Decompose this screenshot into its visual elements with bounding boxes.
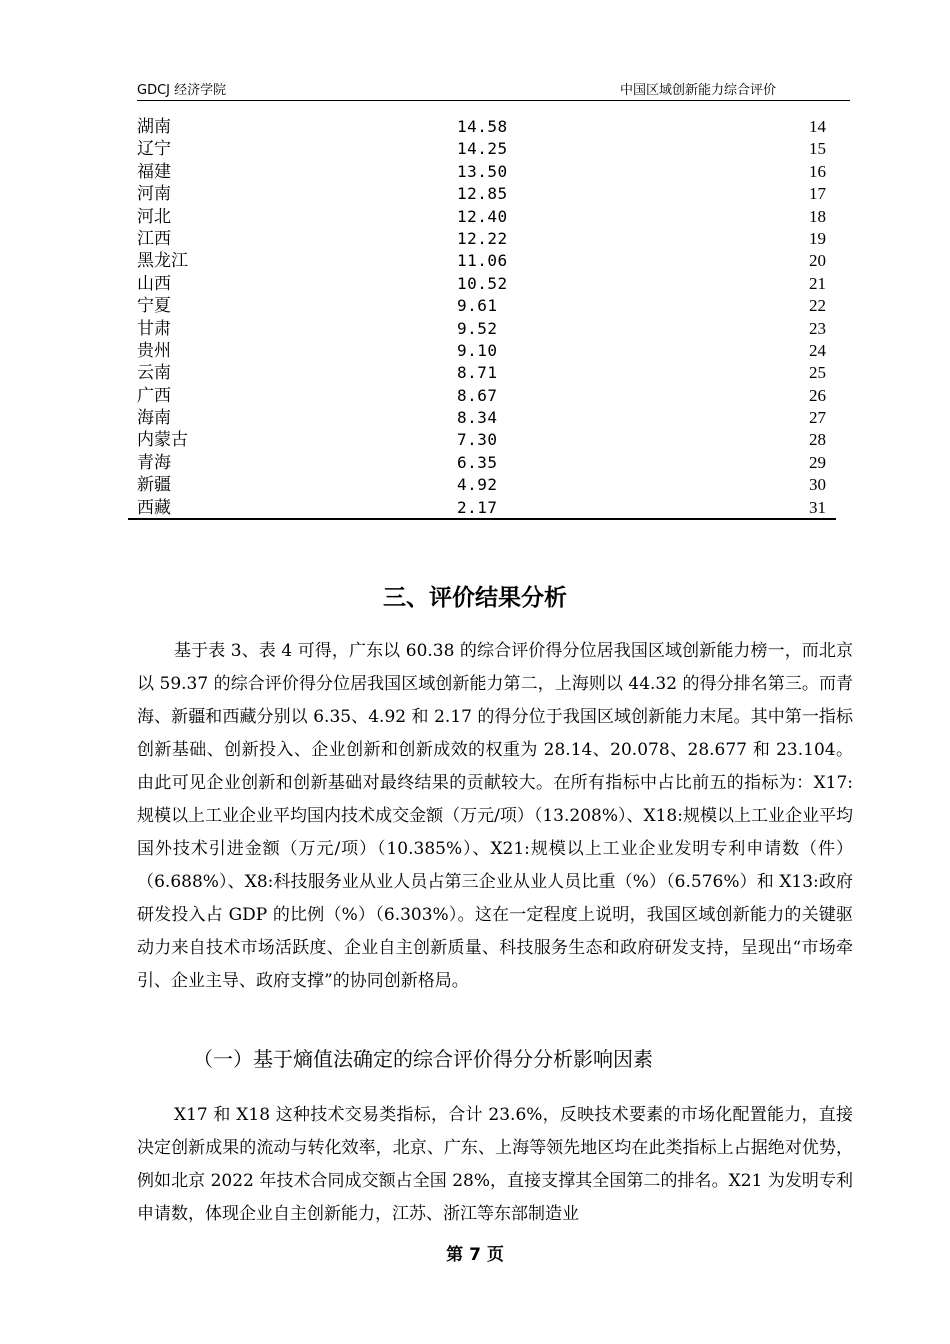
province-cell: 辽宁 [137,139,171,160]
table-row [137,452,834,474]
province-cell: 福建 [137,161,171,182]
score-cell: 9.52 [457,318,498,338]
score-cell: 12.40 [457,206,508,226]
score-cell: 4.92 [457,475,498,495]
province-cell: 海南 [137,408,171,429]
rank-cell: 26 [809,385,826,405]
table-row [137,183,834,205]
province-cell: 江西 [137,228,171,249]
province-cell: 黑龙江 [137,251,188,272]
rank-cell: 23 [809,318,826,338]
paragraph-2: X17 和 X18 这种技术交易类指标，合计 23.6%，反映技术要素的市场化配置能力，直接决定创新成果的流动与转化效率，北京、广东、上海等领先地区均在此类指标上占据绝对优势，例如北京 2022 年技术合同成交额占全国 28%，直接支撑其全国第二的排名。X21 为发明专利申请数，体现企业自主创新能力，江苏、浙江等东部制造业 [137,1105,853,1224]
header-right-text: 中国区域创新能力综合评价 [620,83,777,98]
score-cell: 14.25 [457,139,508,159]
page-header [137,78,850,101]
header-left-text: GDCJ 经济学院 [137,83,227,98]
rank-cell: 30 [809,475,826,495]
score-cell: 6.35 [457,452,498,472]
rank-cell: 22 [809,296,826,316]
score-cell: 8.34 [457,408,498,428]
rank-cell: 15 [809,139,826,159]
province-cell: 河南 [137,184,171,205]
rank-cell: 21 [809,273,826,293]
table-row [137,318,834,340]
score-cell: 2.17 [457,497,498,517]
table-row [137,362,834,384]
table-row [137,116,834,138]
rank-cell: 24 [809,340,826,360]
score-cell: 12.85 [457,184,508,204]
province-cell: 青海 [137,452,171,473]
table-row [137,385,834,407]
score-cell: 11.06 [457,251,508,271]
table-row [137,295,834,317]
rank-cell: 31 [809,497,826,517]
score-cell: 14.58 [457,117,508,136]
rank-cell: 17 [809,184,826,204]
province-cell: 山西 [137,273,171,294]
table-row [137,206,834,228]
province-cell: 新疆 [137,475,171,496]
table-row [137,429,834,451]
score-cell: 9.10 [457,340,498,360]
score-cell: 13.50 [457,161,508,181]
table-row [137,228,834,250]
rank-cell: 20 [809,251,826,271]
province-cell: 西藏 [137,497,171,518]
paragraph-1: 基于表 3、表 4 可得，广东以 60.38 的综合评价得分位居我国区域创新能力榜一，而北京以 59.37 的综合评价得分位居我国区域创新能力第二，上海则以 44.32 的得分排名第三。而青海、新疆和西藏分别以 6.35、4.92 和 2.17 的得分位于我国区域创新能力末尾。其中第一指标创新基础、创新投入、企业创新和创新成效的权重为 28.14、20.078、28.677 和 23.104。由此可见企业创新和创新基础对最终结果的贡献较大。在所有指标中占比前五的指标为：X17:规模以上工业企业平均国内技术成交金额（万元/项）（13.208%）、X18:规模以上工业企业平均国外技术引进金额（万元/项）（10.385%）、X21:规模以上工业企业发明专利申请数（件）（6.688%）、X8:科技服务业从业人员占第三企业从业人员比重（%）（6.576%）和 X13:政府研发投入占 GDP 的比例（%）（6.303%）。这在一定程度上说明，我国区域创新能力的关键驱动力来自技术市场活跃度、企业自主创新质量、科技服务生态和政府研发支持，呈现出“市场牵引、企业主导、政府支撑”的协同创新格局。 [137,641,853,991]
rank-cell: 18 [809,206,826,226]
table-row [137,497,834,519]
rank-cell: 14 [809,117,826,136]
province-cell: 甘肃 [137,318,171,339]
province-cell: 宁夏 [137,296,171,317]
province-cell: 贵州 [137,340,171,361]
province-cell: 湖南 [137,117,171,137]
rank-cell: 16 [809,161,826,181]
ranking-table [137,116,834,519]
rank-cell: 27 [809,408,826,428]
table-row [137,138,834,160]
table-row [137,407,834,429]
table-row [137,250,834,272]
score-cell: 8.67 [457,385,498,405]
province-cell: 河北 [137,206,171,227]
table-row [137,161,834,183]
province-cell: 云南 [137,363,171,384]
table-bottom-rule [128,518,836,520]
table-row [137,340,834,362]
table-row [137,273,834,295]
section-title: 三、评价结果分析 [383,585,567,611]
rank-cell: 29 [809,452,826,472]
rank-cell: 28 [809,430,826,450]
score-cell: 9.61 [457,296,498,316]
subsection-title: （一）基于熵值法确定的综合评价得分分析影响因素 [193,1047,653,1071]
score-cell: 12.22 [457,228,508,248]
score-cell: 8.71 [457,363,498,383]
rank-cell: 19 [809,228,826,248]
province-cell: 广西 [137,385,171,406]
score-cell: 10.52 [457,273,508,293]
table-row [137,474,834,496]
page-number: 第 7 页 [446,1245,504,1265]
score-cell: 7.30 [457,430,498,450]
province-cell: 内蒙古 [137,430,188,451]
rank-cell: 25 [809,363,826,383]
